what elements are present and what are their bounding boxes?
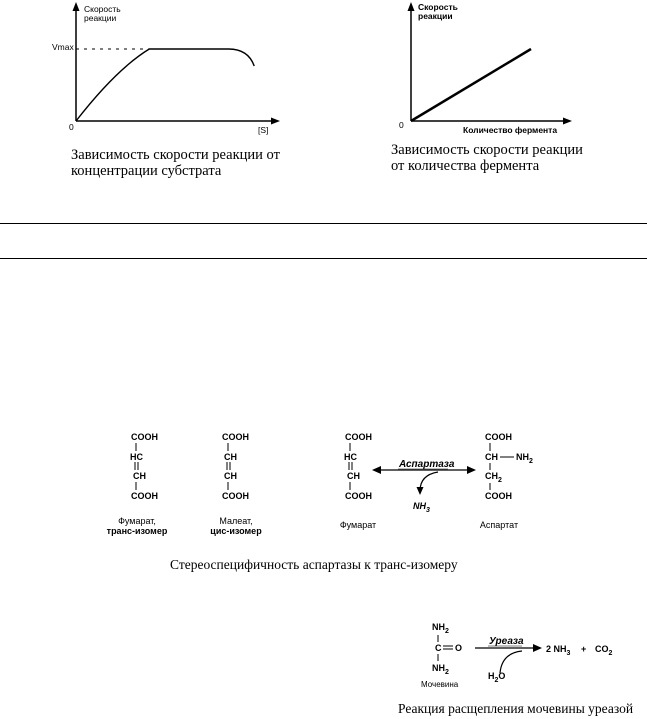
x-axis-label: Количество фермента bbox=[463, 125, 558, 135]
fumarate-hc: HC bbox=[130, 452, 143, 462]
enzyme-chart bbox=[380, 0, 580, 140]
arrow-head-left bbox=[372, 466, 381, 474]
y-axis-arrow bbox=[408, 2, 415, 11]
urease-caption: Реакция расщепления мочевины уреазой bbox=[398, 701, 634, 716]
series-line bbox=[411, 49, 531, 121]
caption-line: от количества фермента bbox=[391, 158, 540, 174]
urea-nh2-bottom: $NH_2$ bbox=[432, 663, 449, 676]
caption-line: концентрации субстрата bbox=[71, 163, 222, 179]
reaction-right-nh2: $NH_2$ bbox=[516, 452, 533, 465]
reaction-left-cooh-top: COOH bbox=[345, 432, 372, 442]
x-axis-label: [S] bbox=[258, 125, 269, 135]
y-axis-label-line1: Скорость bbox=[418, 2, 458, 12]
y-axis-label-line1: Скорость bbox=[84, 4, 121, 14]
enzyme-urease: Уреаза bbox=[489, 636, 524, 647]
water-curve-arrow bbox=[500, 651, 522, 673]
x-axis-arrow bbox=[271, 118, 280, 125]
fumarate-ch: CH bbox=[133, 471, 146, 481]
maleate-ch-bottom: CH bbox=[224, 471, 237, 481]
reaction-right-ch2: $CH_2$ bbox=[485, 471, 502, 484]
product-ammonia: 2 $NH_3$ bbox=[546, 644, 571, 657]
reaction-left-ch: CH bbox=[347, 471, 360, 481]
plus-sign: + bbox=[581, 644, 587, 654]
y-axis-label-line2: реакции bbox=[418, 11, 453, 21]
arrow-head-right bbox=[467, 466, 476, 474]
origin-label: 0 bbox=[399, 120, 404, 130]
maleate-cooh-bottom: COOH bbox=[222, 491, 249, 501]
reaction-right-ch: CH bbox=[485, 452, 498, 462]
reaction-left-name: Фумарат bbox=[339, 520, 377, 530]
reaction-right-name: Аспартат bbox=[479, 520, 519, 530]
aspartase-caption: Стереоспецифичность аспартазы к транс-изомеру bbox=[170, 557, 458, 572]
fumarate-isomer: транс-изомер bbox=[106, 526, 168, 536]
y-axis-arrow bbox=[73, 2, 80, 11]
urea-name: Мочевина bbox=[421, 680, 459, 689]
fumarate-cooh-bottom: COOH bbox=[131, 491, 158, 501]
divider-bottom bbox=[0, 258, 647, 259]
caption-line: Зависимость скорости реакции от bbox=[71, 147, 280, 163]
maleate-ch-top: CH bbox=[224, 452, 237, 462]
substrate-chart-caption bbox=[71, 147, 280, 179]
urea-nh2-top: $NH_2$ bbox=[432, 622, 449, 635]
vmax-tick-label: Vmax bbox=[52, 42, 74, 52]
maleate-isomer: цис-изомер bbox=[210, 526, 262, 536]
arrow-head bbox=[533, 644, 542, 652]
reaction-left-hc: HC bbox=[344, 452, 357, 462]
enzyme-chart-caption bbox=[391, 142, 583, 174]
caption-line: Зависимость скорости реакции bbox=[391, 142, 583, 158]
urea-o: O bbox=[455, 643, 463, 653]
curve-arrow-head bbox=[417, 487, 424, 495]
fumarate-cooh-top: COOH bbox=[131, 432, 158, 442]
urea-c: C bbox=[435, 643, 442, 653]
origin-label: 0 bbox=[69, 122, 74, 132]
maleate-cooh-top: COOH bbox=[222, 432, 249, 442]
maleate-name: Малеат, bbox=[219, 516, 253, 526]
urease-figure bbox=[410, 615, 640, 695]
aspartase-figure bbox=[100, 425, 540, 550]
water-label: $H_2O$ bbox=[488, 671, 506, 684]
reaction-left-cooh-bottom: COOH bbox=[345, 491, 372, 501]
reaction-right-cooh-top: COOH bbox=[485, 432, 512, 442]
series-line bbox=[76, 49, 254, 121]
reaction-right-cooh-bottom: COOH bbox=[485, 491, 512, 501]
x-axis-arrow bbox=[563, 118, 572, 125]
divider-top bbox=[0, 223, 647, 224]
fumarate-name: Фумарат, bbox=[118, 516, 156, 526]
substrate-chart bbox=[40, 0, 290, 140]
enzyme-aspartase: Аспартаза bbox=[399, 459, 455, 470]
ammonia-label: $NH_3$ bbox=[413, 501, 430, 514]
y-axis-label-line2: реакции bbox=[84, 13, 117, 23]
product-co2: $CO_2$ bbox=[595, 644, 613, 657]
